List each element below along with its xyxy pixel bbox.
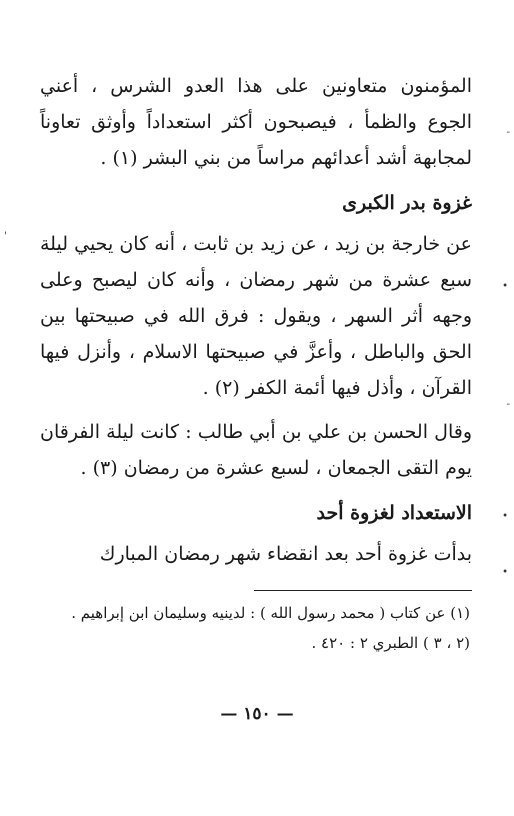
page-number: — ١٥٠ — [220,704,294,724]
footnote: (١) عن كتاب ( محمد رسول الله ) : لدينيه وسليمان ابن إبراهيم . [71,604,470,622]
margin-speck: • [502,511,508,522]
body-paragraph: عن خارجة بن زيد ، عن زيد بن ثابت ، أنه كان يحيي ليلة سبع عشرة من شهر رمضان ، وأنه كان ليصبح وعلى وجهه أثر السهر ، ويقول : فرق الله في صبيحتها بين الحق والباطل ، وأعزَّ في صبيحتها الاسلام ، وأنزل فيها القرآن ، وأذل فيها أئمة الكفر (٢) . [40,233,472,399]
margin-speck: - [506,399,510,410]
margin-speck: - [506,127,510,138]
body-paragraph: المؤمنون متعاونين على هذا العدو الشرس ، أعني الجوع والظمأ ، فيصبحون أكثر استعداداً وأوثق تعاوناً لمجابهة أشد أعدائهم مراساً من بني البشر (١) . [40,75,472,169]
margin-speck: • [502,281,508,292]
section-heading-uhud: الاستعداد لغزوة أحد [316,502,472,524]
section-heading-badr: غزوة بدر الكبرى [342,192,472,214]
margin-speck: ' [4,231,7,242]
footnotes [40,598,470,658]
footnote-divider [254,590,472,591]
body-paragraph: بدأت غزوة أحد بعد انقضاء شهر رمضان المبارك [99,543,472,565]
footnote: (٢ ، ٣ ) الطبري ٢ : ٤٢٠ . [311,634,470,652]
page-body [40,68,472,572]
body-paragraph: وقال الحسن بن علي بن أبي طالب : كانت ليلة الفرقان يوم التقى الجمعان ، لسبع عشرة من رمضان (٣) . [40,421,472,479]
margin-speck: • [502,567,508,578]
